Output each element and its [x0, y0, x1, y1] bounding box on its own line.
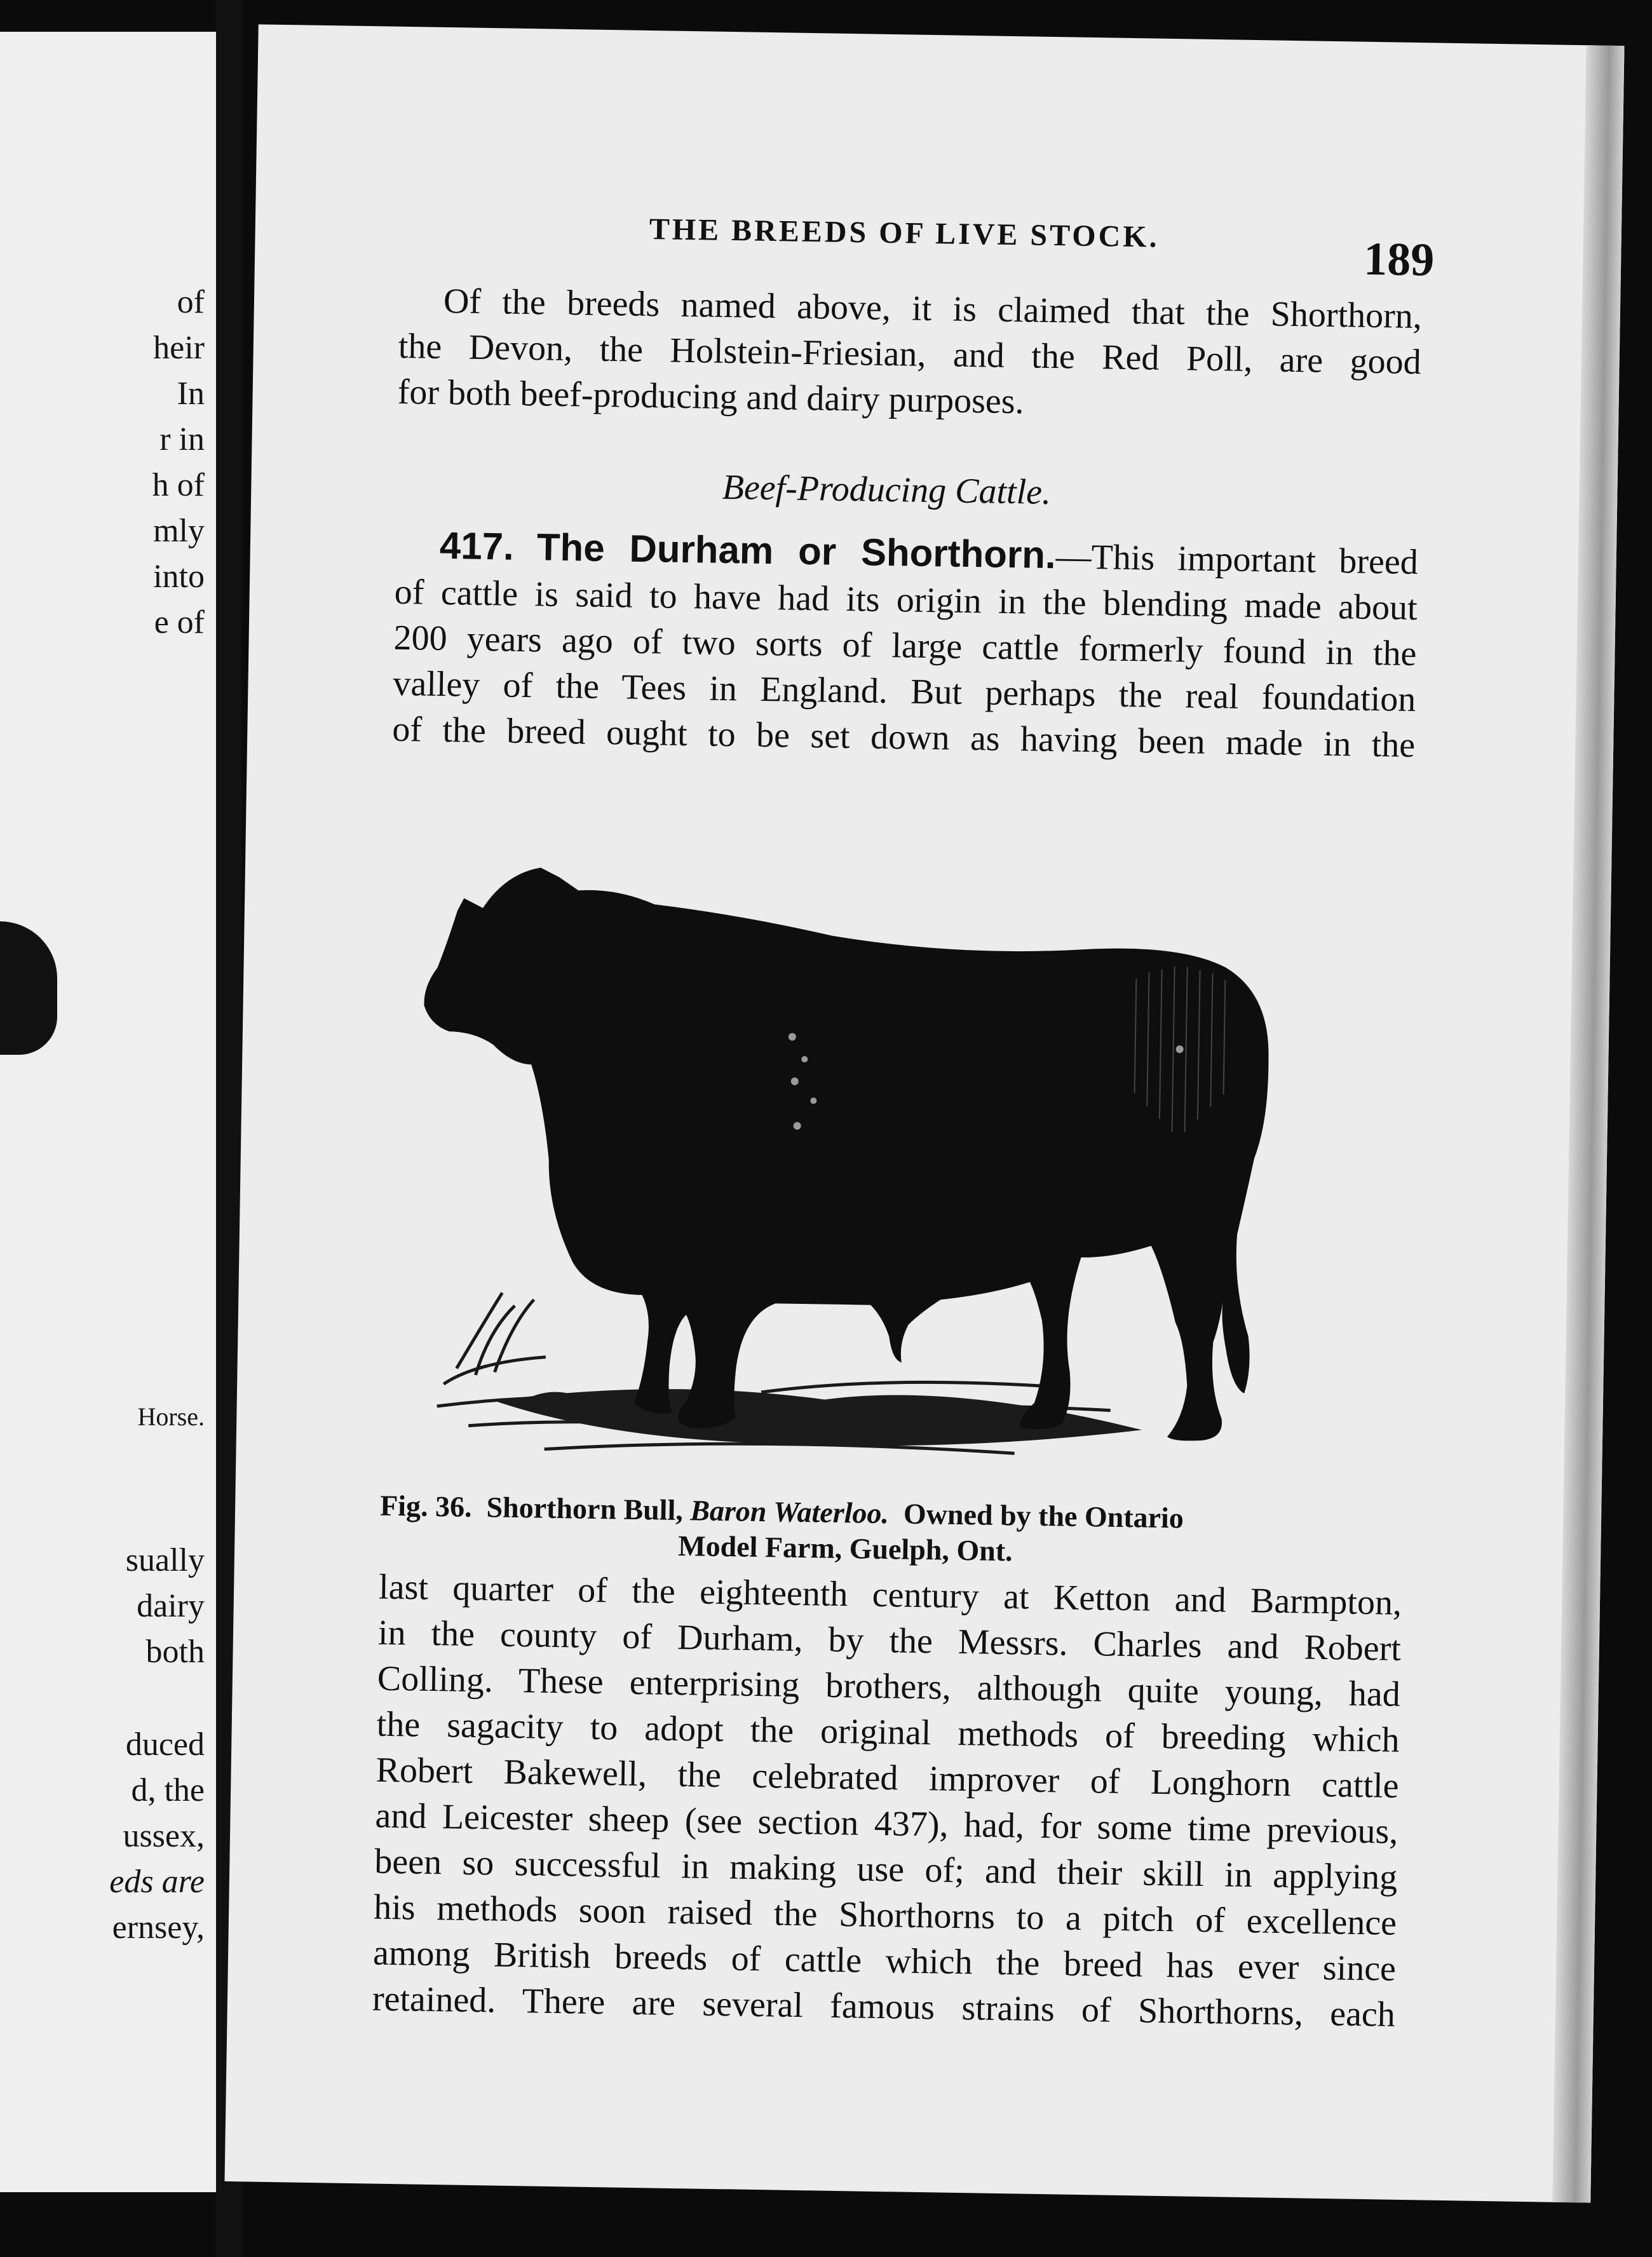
left-page-line: dairy [137, 1588, 205, 1624]
caption-text: Shorthorn Bull, [486, 1491, 684, 1527]
text-fragment: —This important breed [1055, 537, 1419, 583]
left-page-line: into [153, 559, 205, 595]
text-line: retained. There are several famous strains of Shorthorns, each [372, 1979, 1396, 2035]
previous-figure-fragment [0, 921, 57, 1055]
left-page-line: mly [153, 513, 205, 549]
figure-label: Fig. 36. [379, 1489, 472, 1523]
page-edge [1552, 45, 1624, 2203]
running-head: THE BREEDS OF LIVE STOCK. [649, 212, 1160, 254]
text-line: and Leicester sheep (see section 437), had, for some time previous, [375, 1796, 1398, 1852]
text-line: last quarter of the eighteenth century at Ketton and Barmpton, [378, 1567, 1402, 1623]
left-page-line: heir [153, 330, 205, 366]
left-page-line: e of [154, 604, 205, 640]
left-page-line: duced [125, 1726, 205, 1763]
text-line: of cattle is said to have had its origin in the blending made about [394, 572, 1418, 628]
figure-caption [379, 1488, 1404, 1575]
section-title: The Durham or Shorthorn. [536, 525, 1057, 577]
continued-paragraph [372, 1564, 1402, 2038]
caption-line: Model Farm, Guelph, Ont. [677, 1529, 1013, 1568]
left-page-line: ernsey, [112, 1909, 205, 1946]
left-page-line: both [146, 1634, 205, 1670]
text-line: of the breed ought to be set down as having been made in the [391, 709, 1416, 766]
text-line: for both beef-producing and dairy purposes. [397, 372, 1025, 422]
section-heading: Beef-Producing Cattle. [722, 467, 1052, 513]
previous-page-strip [0, 32, 216, 2192]
text-line: the Devon, the Holstein-Friesian, and the Red Poll, are good [398, 326, 1422, 383]
text-line: his methods soon raised the Shorthorns to a pitch of excellence [373, 1887, 1397, 1943]
left-page-line: ussex, [123, 1818, 205, 1854]
left-page-line: of [177, 284, 205, 320]
bull-illustration [379, 764, 1381, 1497]
text-line: valley of the Tees in England. But perhaps the real foundation [393, 663, 1416, 720]
text-line: Of the breeds named above, it is claimed that the Shorthorn, [443, 281, 1423, 337]
left-page-caption: Horse. [137, 1402, 205, 1431]
left-page-line: r in [159, 421, 205, 458]
section-417-paragraph [392, 522, 1418, 768]
left-page-line: eds are [109, 1864, 205, 1900]
book-page [224, 24, 1624, 2202]
caption-text: Owned by the Ontario [903, 1497, 1184, 1535]
intro-paragraph [397, 278, 1422, 431]
text-line: Robert Bakewell, the celebrated improver of Longhorn cattle [376, 1750, 1399, 1806]
left-page-line: d, the [131, 1772, 205, 1808]
left-page-line: h of [152, 467, 205, 503]
text-line: among British breeds of cattle which the breed has ever since [372, 1933, 1397, 1989]
text-line: been so successful in making use of; and their skill in applying [374, 1841, 1398, 1897]
text-line: in the county of Durham, by the Messrs. Charles and Robert [377, 1613, 1402, 1669]
page-number: 189 [1363, 233, 1435, 287]
left-page-line: In [177, 376, 205, 412]
text-line: Colling. These enterprising brothers, although quite young, had [377, 1658, 1401, 1714]
left-page-line: sually [125, 1542, 205, 1578]
text-line: the sagacity to adopt the original methods of breeding which [376, 1704, 1400, 1760]
shorthorn-bull-figure [379, 764, 1381, 1497]
section-number: 417. [439, 524, 515, 568]
caption-bull-name: Baron Waterloo. [689, 1494, 890, 1530]
text-line: 200 years ago of two sorts of large cattle formerly found in the [393, 618, 1417, 674]
